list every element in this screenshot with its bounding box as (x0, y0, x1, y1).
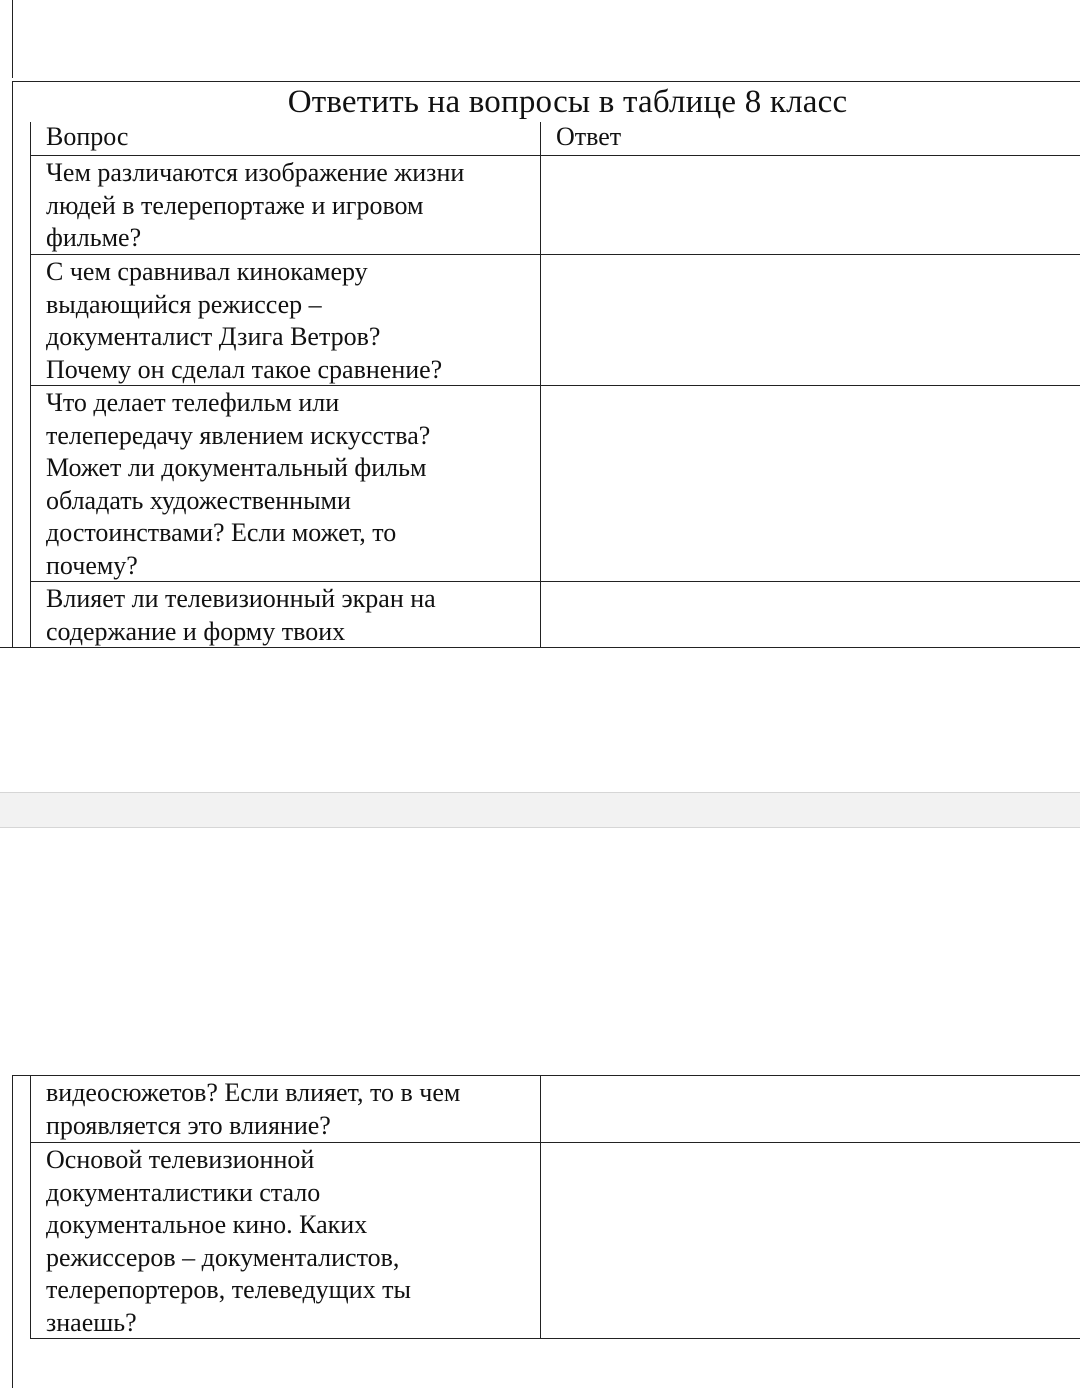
table-cell-question: Влияет ли телевизионный экран на содержание и форму твоих (46, 584, 436, 646)
page-title: Ответить на вопросы в таблице 8 класс (287, 84, 848, 120)
page-margin-line (12, 1076, 13, 1388)
table-cell-question: Что делает телефильм или телепередачу явлением искусства? Может ли документальный фильм обладать художественными достоинствами? Если может, то почему? (46, 388, 431, 580)
page-margin-line (12, 0, 13, 78)
table-cell-question: Чем различаются изображение жизни людей в телерепортаже и игровом фильме? (46, 158, 465, 252)
document-page-bottom (0, 828, 1080, 1393)
table-border (30, 385, 1080, 386)
table-border (30, 1076, 31, 1339)
table-border (30, 1142, 1080, 1143)
table-border (540, 1076, 541, 1339)
page-separator (0, 792, 1080, 828)
table-cell-question: Основой телевизионной документалистики стало документальное кино. Каких режиссеров – документалистов, телерепортеров, телеведущих ты знаешь? (46, 1145, 411, 1337)
table-border (12, 1075, 1080, 1076)
table-cell-question: С чем сравнивал кинокамеру выдающийся режиссер – документалист Дзига Ветров? Почему он сделал такое сравнение? (46, 257, 443, 384)
column-header-answer: Ответ (556, 122, 622, 151)
table-border (30, 1338, 1080, 1339)
table-border (30, 254, 1080, 255)
column-header-question: Вопрос (46, 122, 129, 151)
table-border (30, 155, 1080, 156)
document-page-top (0, 0, 1080, 648)
table-border (30, 581, 1080, 582)
page-margin-line (12, 82, 13, 648)
table-cell-question: видеосюжетов? Если влияет, то в чем проявляется это влияние? (46, 1078, 461, 1140)
